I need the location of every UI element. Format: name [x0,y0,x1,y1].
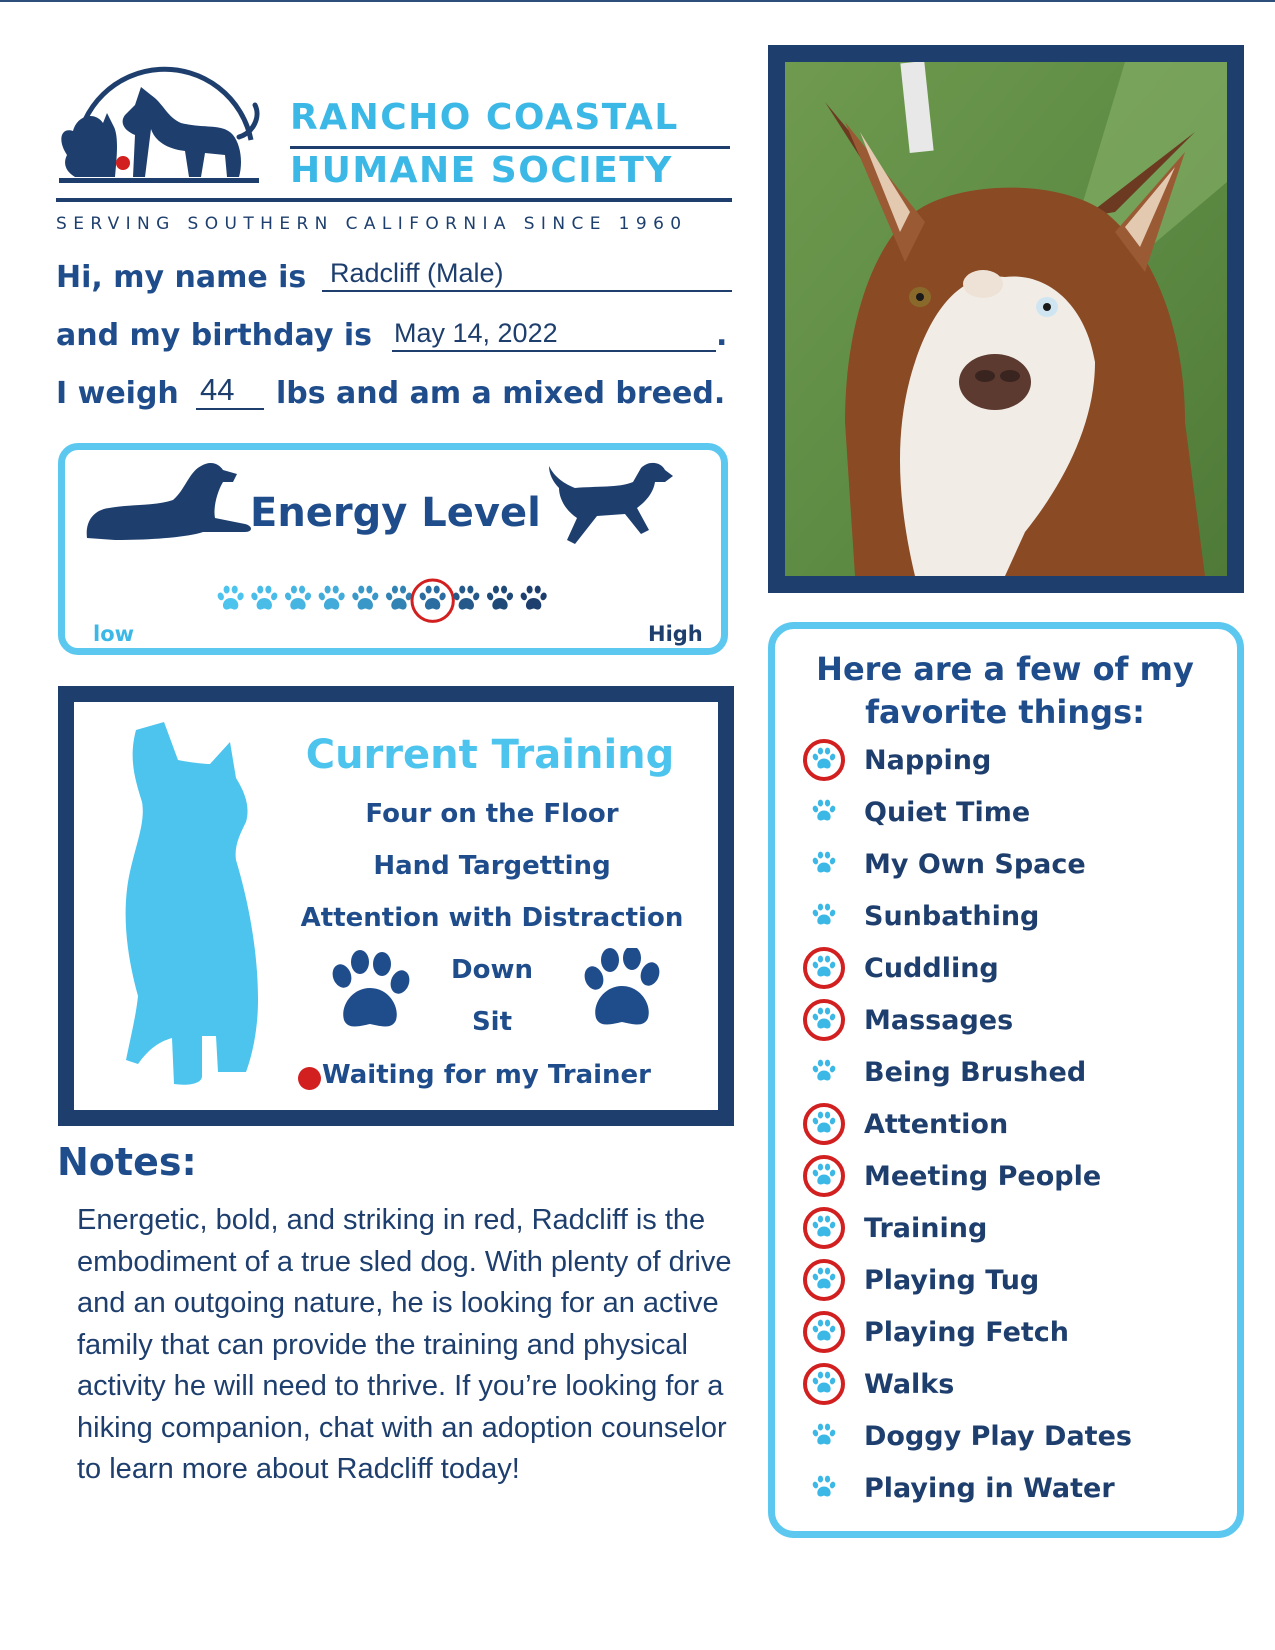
org-tagline: SERVING SOUTHERN CALIFORNIA SINCE 1960 [56,214,688,234]
paw-shape [812,1476,836,1497]
paw-shape [812,800,836,821]
org-name-line2: HUMANE SOCIETY [290,150,673,191]
selected-circle-icon [803,1103,845,1145]
favorite-label: Cuddling [864,953,999,984]
favorite-item [802,1206,1222,1258]
lying-dog-icon [85,460,260,542]
paw-icon [809,1058,839,1088]
favorite-label: Training [864,1213,988,1244]
notes-title: Notes: [57,1140,197,1184]
favorite-label: Being Brushed [864,1057,1087,1088]
birthday-period: . [716,318,728,353]
selected-circle-icon [803,947,845,989]
energy-paw-icon [452,586,480,610]
training-item: Sit [471,1007,513,1037]
favorite-item [802,946,1222,998]
favorites-list [802,738,1222,1518]
favorite-item [802,894,1222,946]
selected-circle-icon [803,739,845,781]
selected-circle-icon [803,1155,845,1197]
birthday-underline [392,350,716,352]
favorite-label: Massages [864,1005,1014,1036]
birthday-value: May 14, 2022 [394,318,558,348]
running-dog-icon [545,458,675,553]
notes-text: Energetic, bold, and striking in red, Radcliff is the embodiment of a true sled dog. With plenty of drive and an outgoing nature, he is looking for an active family that can provide the training and physical activity he will need to thrive. If you’re looking for a hiking companion, chat with an adoption counselor to learn more about Radcliff today! [77,1204,732,1485]
favorite-item [802,1050,1222,1102]
favorite-item [802,1362,1222,1414]
favorite-item [802,738,1222,790]
org-name-divider [290,146,730,149]
favorite-label: Meeting People [864,1161,1102,1192]
favorite-label: Walks [864,1369,955,1400]
energy-paw-icon [419,586,447,610]
favorite-label: Playing Fetch [864,1317,1070,1348]
training-item: Attention with Distraction [300,903,684,933]
energy-high-label: High [648,622,703,646]
favorite-item [802,790,1222,842]
energy-paw-icon [351,586,379,610]
energy-paw-icon [284,586,312,610]
org-name-line1: RANCHO COASTAL [290,97,679,138]
favorite-label: Attention [864,1109,1009,1140]
favorites-title: Here are a few of my favorite things: [816,650,1194,731]
name-underline [322,290,732,292]
birthday-prefix: and my birthday is [56,318,372,353]
waiting-status: Waiting for my Trainer [322,1060,651,1090]
energy-paw-icon [250,586,278,610]
energy-paw-icon [217,586,245,610]
favorite-label: Sunbathing [864,901,1040,932]
paw-icon [809,1474,839,1504]
pet-name-value: Radcliff (Male) [330,258,504,288]
energy-paw-icon [520,586,548,610]
selected-circle-icon [803,1363,845,1405]
header-rule [56,198,732,202]
energy-paw-icon [486,586,514,610]
favorite-item [802,998,1222,1050]
status-dot-icon [298,1067,321,1090]
weight-suffix: lbs and am a mixed breed. [276,376,726,411]
paw-shape [812,1060,836,1081]
favorite-label: Quiet Time [864,797,1031,828]
favorite-item [802,1466,1222,1518]
paw-shape [812,852,836,873]
training-item: Down [451,955,533,985]
weight-underline [196,408,264,410]
paw-icon [809,850,839,880]
training-item: Hand Targetting [373,851,611,881]
favorite-label: My Own Space [864,849,1086,880]
paw-shape [812,1424,836,1445]
favorite-item [802,1154,1222,1206]
energy-low-label: low [93,622,135,646]
weight-value: 44 [200,372,235,407]
training-item: Four on the Floor [365,799,619,829]
favorite-label: Playing Tug [864,1265,1040,1296]
energy-paw-icon [385,586,413,610]
paw-print-icon [326,950,412,1032]
favorite-item [802,1102,1222,1154]
paw-icon [809,798,839,828]
favorite-item [802,842,1222,894]
favorite-label: Napping [864,745,992,776]
favorite-label: Doggy Play Dates [864,1421,1132,1452]
favorite-item [802,1258,1222,1310]
energy-level-title: Energy Level [250,490,541,536]
energy-paw-scale [126,576,666,624]
top-border [0,0,1275,2]
energy-paw-icon [318,586,346,610]
dog-photo [785,62,1227,576]
selected-circle-icon [803,1259,845,1301]
favorite-item [802,1414,1222,1466]
name-prefix: Hi, my name is [56,260,307,295]
selected-circle-icon [803,999,845,1041]
selected-circle-icon [803,1207,845,1249]
paw-icon [809,902,839,932]
humane-society-logo-icon [55,45,280,195]
paw-print-icon [578,948,664,1030]
paw-shape [812,904,836,925]
training-title: Current Training [305,732,675,778]
favorite-item [802,1310,1222,1362]
paw-icon [809,1422,839,1452]
sitting-dog-icon [118,720,278,1086]
weight-prefix: I weigh [56,376,179,411]
favorite-label: Playing in Water [864,1473,1115,1504]
selected-circle-icon [803,1311,845,1353]
